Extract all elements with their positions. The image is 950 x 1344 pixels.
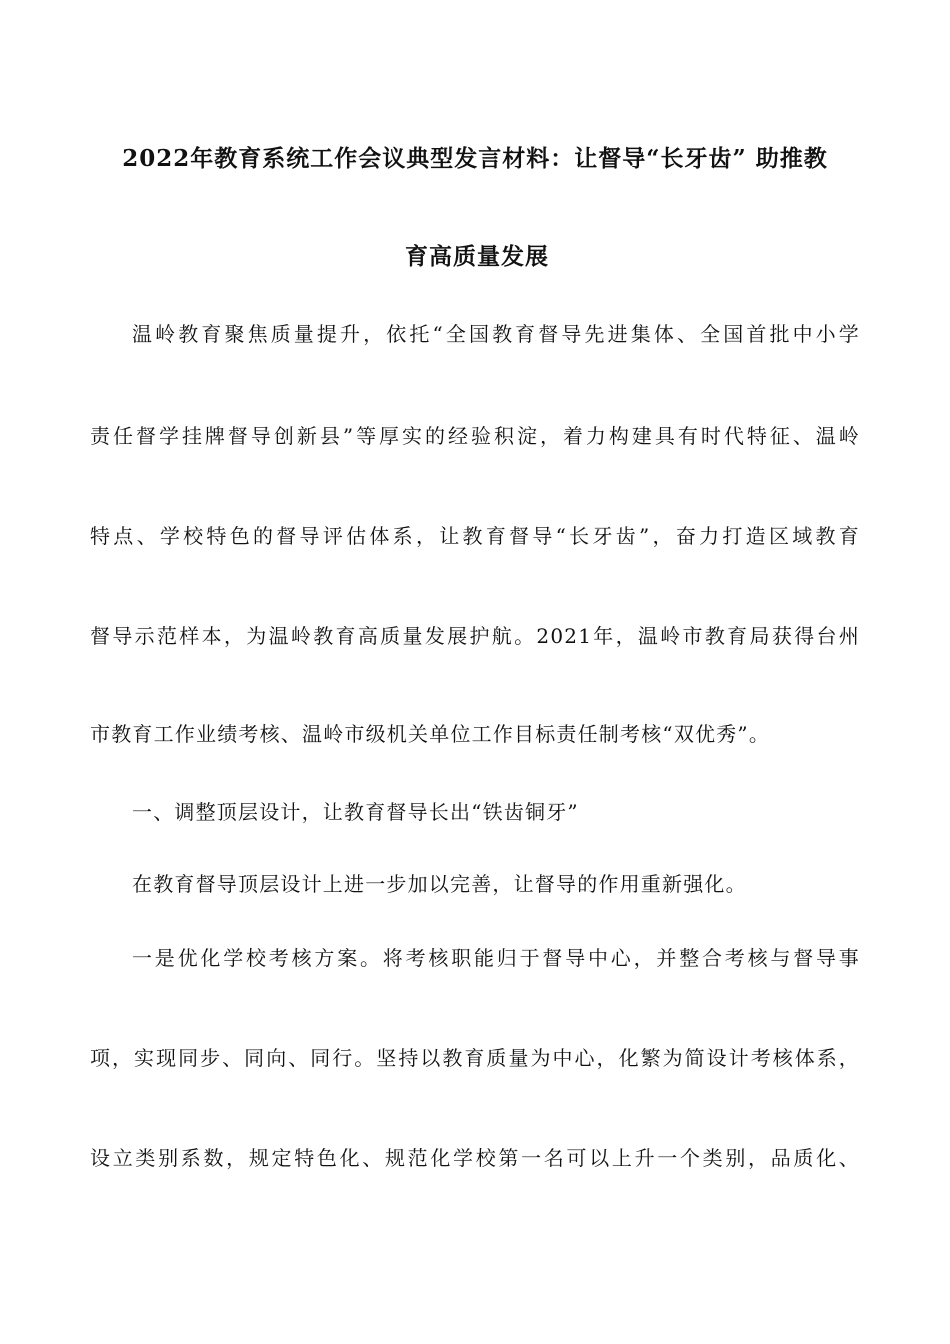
paragraph-1-line-1: 温岭教育聚焦质量提升，依托“全国教育督导先进集体、全国首批中小学 [132,322,860,346]
document-title-line-1: 2022年教育系统工作会议典型发言材料：让督导“长牙齿” 助推教 [122,145,828,172]
section-heading-1: 一、调整顶层设计，让教育督导长出“铁齿铜牙” [132,800,579,824]
paragraph-1-line-2: 责任督学挂牌督导创新县”等厚实的经验积淀，着力构建具有时代特征、温岭 [90,424,860,448]
paragraph-3-line-2: 项，实现同步、同向、同行。坚持以教育质量为中心，化繁为简设计考核体系， [90,1046,860,1070]
paragraph-1-line-5: 市教育工作业绩考核、温岭市级机关单位工作目标责任制考核“双优秀”。 [90,722,771,746]
paragraph-2: 在教育督导顶层设计上进一步加以完善，让督导的作用重新强化。 [132,872,747,896]
document-title-line-2: 育高质量发展 [405,243,549,270]
paragraph-3-line-3: 设立类别系数，规定特色化、规范化学校第一名可以上升一个类别，品质化、 [90,1146,860,1170]
paragraph-1-line-3: 特点、学校特色的督导评估体系，让教育督导“长牙齿”，奋力打造区域教育 [90,524,860,548]
paragraph-3-line-1: 一是优化学校考核方案。将考核职能归于督导中心，并整合考核与督导事 [132,946,860,970]
paragraph-1-line-4: 督导示范样本，为温岭教育高质量发展护航。2021年，温岭市教育局获得台州 [90,624,860,648]
